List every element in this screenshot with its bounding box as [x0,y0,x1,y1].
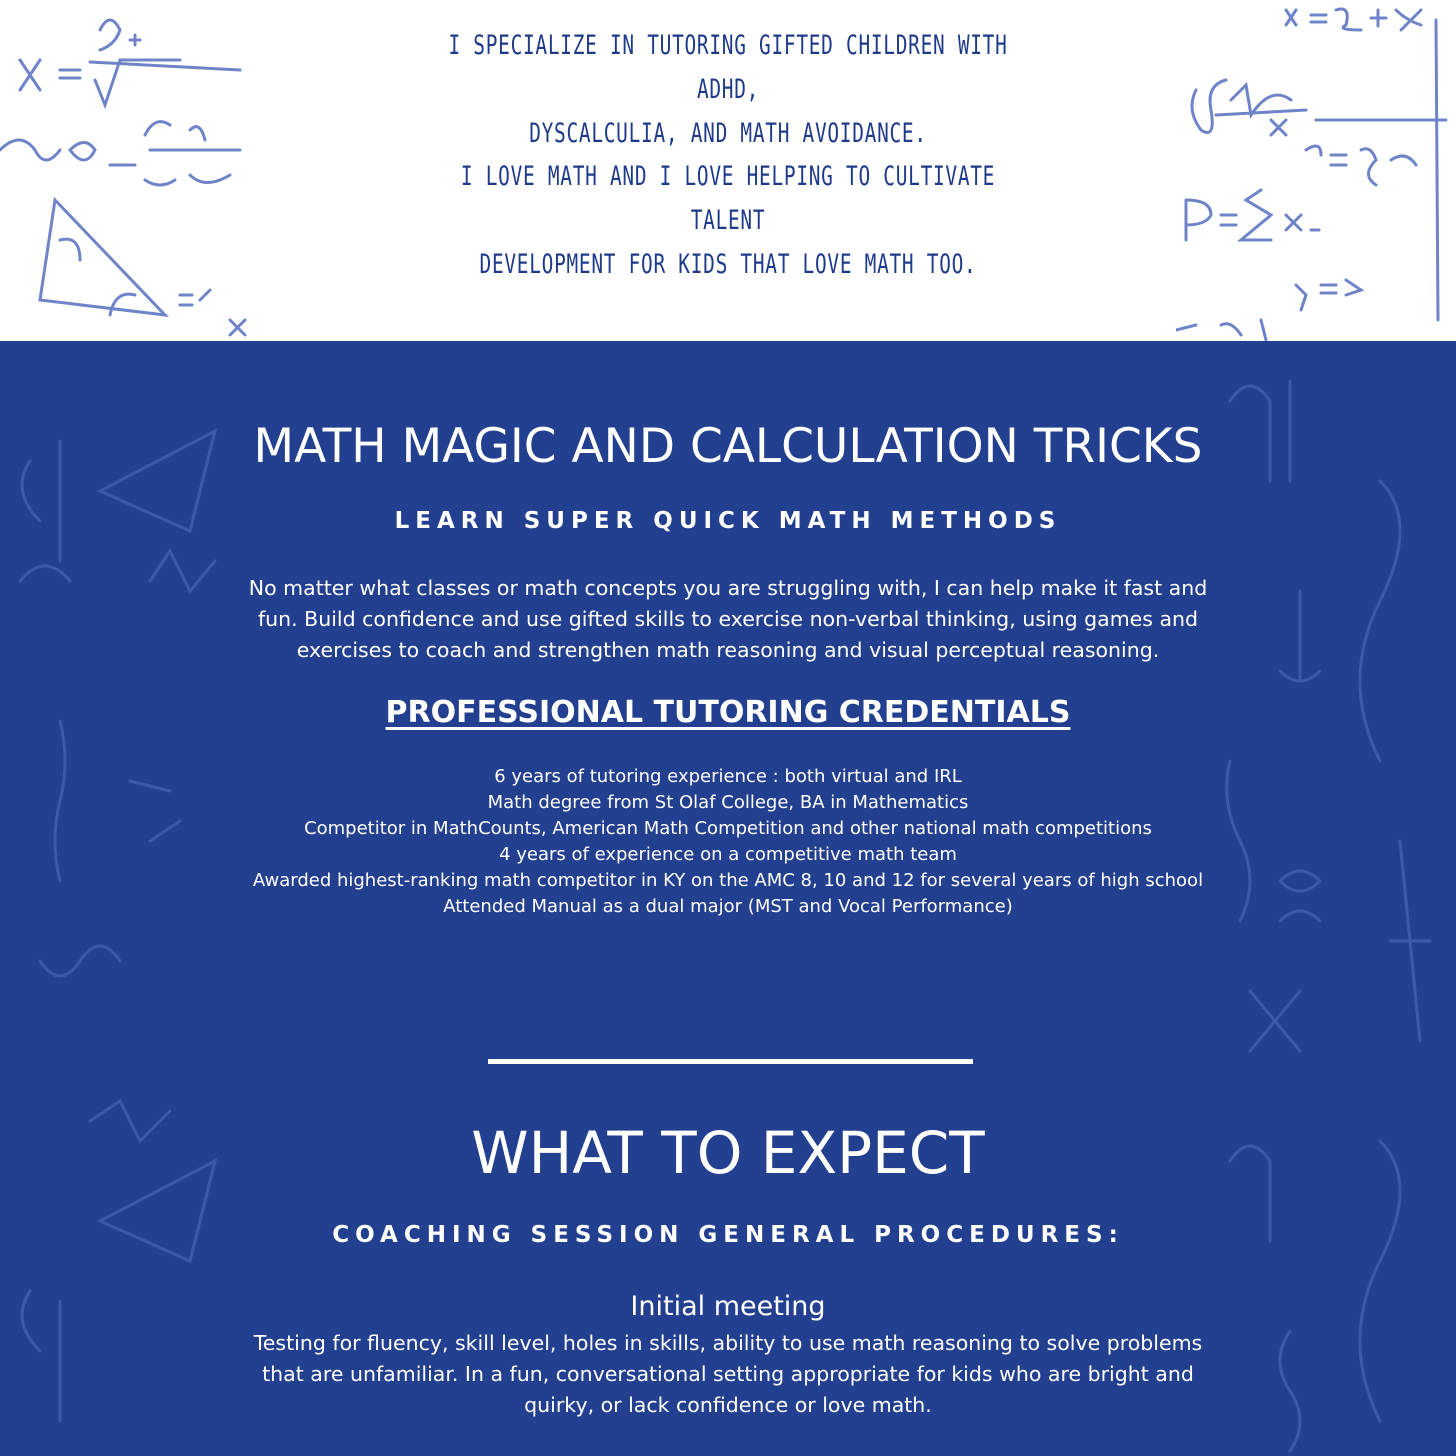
intro-paragraph-1 [420,24,1036,156]
intro-paragraph-2 [420,155,1036,287]
what-to-expect-heading: WHAT TO EXPECT [471,1119,985,1187]
credential-item: Competitor in MathCounts, American Math Competition and other national math competitions [304,818,1152,839]
intro-line-2: DYSCALCULIA, AND MATH AVOIDANCE. [529,118,927,149]
math-magic-line-1: No matter what classes or math concepts you are struggling with, I can help make it fast and [248,576,1208,600]
credential-item: Attended Manual as a dual major (MST and Vocal Performance) [443,896,1013,917]
intro-section [0,0,1456,341]
section-divider [488,1059,973,1064]
math-doodle-right-decoration [1176,0,1456,341]
math-magic-paragraph [240,573,1216,666]
math-magic-heading: MATH MAGIC AND CALCULATION TRICKS [253,419,1203,474]
initial-meeting-paragraph [240,1328,1216,1421]
credential-item: Math degree from St Olaf College, BA in Mathematics [487,792,969,813]
credential-item: Awarded highest-ranking math competitor in KY on the AMC 8, 10 and 12 for several years of high school [252,870,1204,891]
math-doodle-left-decoration [0,0,260,341]
math-magic-line-3: exercises to coach and strengthen math reasoning and visual perceptual reasoning. [296,638,1160,662]
math-magic-line-2: fun. Build confidence and use gifted skills to exercise non-verbal thinking, using games and [257,607,1199,631]
main-content-section [0,341,1456,1456]
what-to-expect-subheading: COACHING SESSION GENERAL PROCEDURES: [332,1222,1124,1248]
intro-line-4: DEVELOPMENT FOR KIDS THAT LOVE MATH TOO. [479,249,977,280]
initial-meeting-line-1: Testing for fluency, skill level, holes in skills, ability to use math reasoning to solve problems [253,1331,1203,1355]
credential-item: 4 years of experience on a competitive math team [499,844,957,865]
initial-meeting-line-2: that are unfamiliar. In a fun, conversational setting appropriate for kids who are bright and [262,1362,1194,1386]
initial-meeting-line-3: quirky, or lack confidence or love math. [524,1393,932,1417]
credentials-list [0,764,1456,920]
intro-line-1: I SPECIALIZE IN TUTORING GIFTED CHILDREN WITH ADHD, [448,30,1008,105]
math-magic-subheading: LEARN SUPER QUICK MATH METHODS [394,508,1062,534]
credentials-heading: PROFESSIONAL TUTORING CREDENTIALS [385,695,1071,730]
credential-item: 6 years of tutoring experience : both virtual and IRL [494,766,962,787]
initial-meeting-title: Initial meeting [630,1291,826,1322]
intro-line-3: I LOVE MATH AND I LOVE HELPING TO CULTIVATE TALENT [460,161,996,236]
